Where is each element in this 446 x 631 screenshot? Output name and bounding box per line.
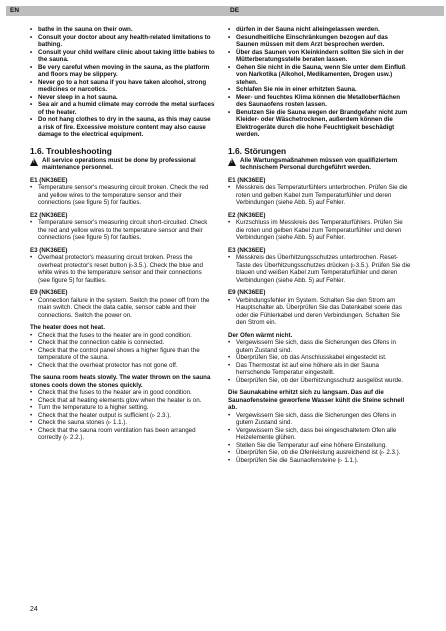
safety-list: [30, 26, 215, 139]
error-e9-list: [30, 297, 215, 320]
page-number: 24: [30, 606, 38, 613]
english-column: [30, 26, 215, 442]
troubleshooting-section: [228, 146, 412, 465]
list-item: • Gehen Sie nicht in die Sauna, wenn Sie unter dem Einfluß von Narkotika (Alkohol, Medikamenten, Drogen usw.) stehen.: [228, 64, 412, 87]
list-item: • Connection failure in the system. Switch the power off from the main switch. Check the data cable, sensor cable and their connections. Switch the power on.: [30, 297, 215, 320]
section-title: 1.6. Störungen: [228, 145, 287, 156]
list-item: • Stellen Sie die Temperatur auf eine höhere Einstellung.: [228, 442, 412, 450]
list-item: • Messkreis des Temperaturfühlers unterbrochen. Prüfen Sie die roten und gelben Kabel zum Temperaturfühler und deren Verbindungen (siehe Abb. 5) auf Fehler.: [228, 184, 412, 207]
list-item: • Über das Saunen von Kleinkindern sollten Sie sich in der Mütterberatungsstelle beraten lassen.: [228, 49, 412, 64]
error-e1-list: [30, 184, 215, 207]
error-e9-title: E9 (NK36EE): [228, 289, 266, 296]
error-e1-list: [228, 184, 412, 207]
list-item: • Meer- und feuchtes Klima können die Metalloberflächen des Saunaofens rosten lassen.: [228, 94, 412, 109]
slow-heat-list: [30, 389, 215, 442]
troubleshooting-section: [30, 146, 215, 442]
list-item: • Überprüfen Sie die Saunaofensteine (▹ 1.1.).: [228, 457, 412, 465]
list-item: • bathe in the sauna on their own.: [30, 26, 215, 34]
language-tag-en: EN: [6, 6, 228, 16]
error-e2-list: [228, 219, 412, 242]
warning-icon: !: [30, 158, 38, 166]
slow-heat-title: The sauna room heats slowly. The water thrown on the sauna stones cools down the stones quickly.: [30, 374, 211, 389]
list-item: • Messkreis des Überhitzungsschutzes unterbrochen. Reset-Taste des Überhitzungsschutzes drücken (▹3.5.). Prüfen Sie die blauen und weißen Kabel zum Temperaturfühler und deren Verbindungen (siehe Abb. 5) auf Fehler.: [228, 254, 412, 284]
error-e2-title: E2 (NK36EE): [228, 211, 266, 219]
not-heat-title: Der Ofen wärmt nicht.: [228, 331, 293, 339]
error-e2-list: [30, 219, 215, 242]
list-item: • Consult your doctor about any health-related limitations to bathing.: [30, 34, 215, 49]
error-e2-title: E2 (NK36EE): [30, 211, 68, 219]
language-tag-de: DE: [226, 6, 444, 16]
warning-note: [30, 157, 215, 172]
not-heat-list: [30, 332, 215, 370]
list-item: • Überprüfen Sie, ob der Überhitzungsschutz ausgelöst wurde.: [228, 377, 412, 385]
error-e3-title: E3 (NK36EE): [30, 246, 68, 254]
section-title: 1.6. Troubleshooting: [30, 145, 112, 156]
list-item: • Schlafen Sie nie in einer erhitzten Sauna.: [228, 86, 412, 94]
list-item: • Check that the sauna room ventilation has been arranged correctly (▹ 2.2.).: [30, 427, 215, 442]
slow-heat-list: [228, 412, 412, 465]
error-e9-list: [228, 297, 412, 327]
list-item: • Check that all heating elements glow when the heater is on.: [30, 397, 215, 405]
list-item: • Gesundheitliche Einschränkungen bezogen auf das Saunen müssen mit dem Arzt besprochen werden.: [228, 34, 412, 49]
list-item: • Temperature sensor's measuring circuit short-circuited. Check the red and yellow wires to the temperature sensor and their connections (see figure 5) for faulties.: [30, 219, 215, 242]
german-column: [228, 26, 412, 464]
list-item: • dürfen in der Sauna nicht alleingelassen werden.: [228, 26, 412, 34]
list-item: • Consult your child welfare clinic about taking little babies to the sauna.: [30, 49, 215, 64]
list-item: • Vergewissern Sie sich, dass die Sicherungen des Ofens in gutem Zustand sind.: [228, 339, 412, 354]
slow-heat-title: Die Saunakabine erhitzt sich zu langsam. Das auf die Saunaofensteine geworfene Wasser kühlt die Steine schnell ab.: [228, 389, 405, 411]
error-e3-list: [30, 254, 215, 284]
list-item: • Turn the temperature to a higher setting.: [30, 404, 215, 412]
warning-note: [228, 157, 412, 172]
list-item: • Do not hang clothes to dry in the sauna, as this may cause a risk of fire. Excessive moisture content may also cause damage to the electrical equipment.: [30, 116, 215, 139]
warning-text: All service operations must be done by professional maintenance personnel.: [42, 156, 196, 171]
list-item: • Check that the control panel shows a higher figure than the temperature of the sauna.: [30, 347, 215, 362]
list-item: • Sea air and a humid climate may corrode the metal surfaces of the heater.: [30, 101, 215, 116]
list-item: • Benutzen Sie die Sauna wegen der Brandgefahr nicht zum Kleider- oder Wäschetrocknen, außerdem können die Elektrogeräte durch die hohe Feuchtigkeit beschädigt werden.: [228, 109, 412, 139]
list-item: • Vergewissern Sie sich, dass bei eingeschaltetem Ofen alle Heizelemente glühen.: [228, 427, 412, 442]
list-item: • Check that the fuses to the heater are in good condition.: [30, 389, 215, 397]
error-e1-title: E1 (NK36EE): [30, 176, 68, 184]
error-e1-title: E1 (NK36EE): [228, 176, 266, 184]
warning-icon: !: [228, 158, 236, 166]
not-heat-list: [228, 339, 412, 384]
error-e3-list: [228, 254, 412, 284]
safety-list: [228, 26, 412, 139]
list-item: • Temperature sensor's measuring circuit broken. Check the red and yellow wires to the temperature sensor and their connections (see figure 5) for faulties.: [30, 184, 215, 207]
list-item: • Check that the fuses to the heater are in good condition.: [30, 332, 215, 340]
list-item: • Verbindungsfehler im System. Schalten Sie den Strom am Hauptschalter ab. Überprüfen Sie das Datenkabel sowie das oder die Fühlerkabel und deren Verbindungen. Schalten Sie den Strom ein.: [228, 297, 412, 327]
warning-text: Alle Wartungsmaßnahmen müssen von qualifiziertem technischem Personal durchgeführt werden.: [240, 156, 398, 171]
list-item: • Be very careful when moving in the sauna, as the platform and floors may be slippery.: [30, 64, 215, 79]
not-heat-title: The heater does not heat.: [30, 324, 105, 331]
error-e9-title: E9 (NK36EE): [30, 289, 68, 296]
list-item: • Check that the connection cable is connected.: [30, 339, 215, 347]
list-item: • Overheat protector's measuring circuit broken. Press the overheat protector's reset button (▹3.5.). Check the blue and white wires to the temperature sensor and their connections (see figure 5) for faulties.: [30, 254, 215, 284]
list-item: • Check that the heater output is sufficient (▹ 2.3.).: [30, 412, 215, 420]
list-item: • Überprüfen Sie, ob das Anschlusskabel eingesteckt ist.: [228, 354, 412, 362]
list-item: • Überprüfen Sie, ob die Ofenleistung ausreichend ist (▹ 2.3.).: [228, 449, 412, 457]
list-item: • Never go to a hot sauna if you have taken alcohol, strong medicines or narcotics.: [30, 79, 215, 94]
list-item: • Vergewissern Sie sich, dass die Sicherungen des Ofens in gutem Zustand sind.: [228, 412, 412, 427]
list-item: • Never sleep in a hot sauna.: [30, 94, 215, 102]
error-e3-title: E3 (NK36EE): [228, 246, 266, 254]
list-item: • Check the sauna stones (▹ 1.1.).: [30, 419, 215, 427]
list-item: • Kurzschluss im Messkreis des Temperaturfühlers. Prüfen Sie die roten und gelben Kabel zum Temperaturfühler und deren Verbindungen (siehe Abb. 5) auf Fehler.: [228, 219, 412, 242]
list-item: • Check that the overheat protector has not gone off.: [30, 362, 215, 370]
list-item: • Das Thermostat ist auf eine höhere als in der Sauna herrschende Temperatur eingestellt.: [228, 362, 412, 377]
